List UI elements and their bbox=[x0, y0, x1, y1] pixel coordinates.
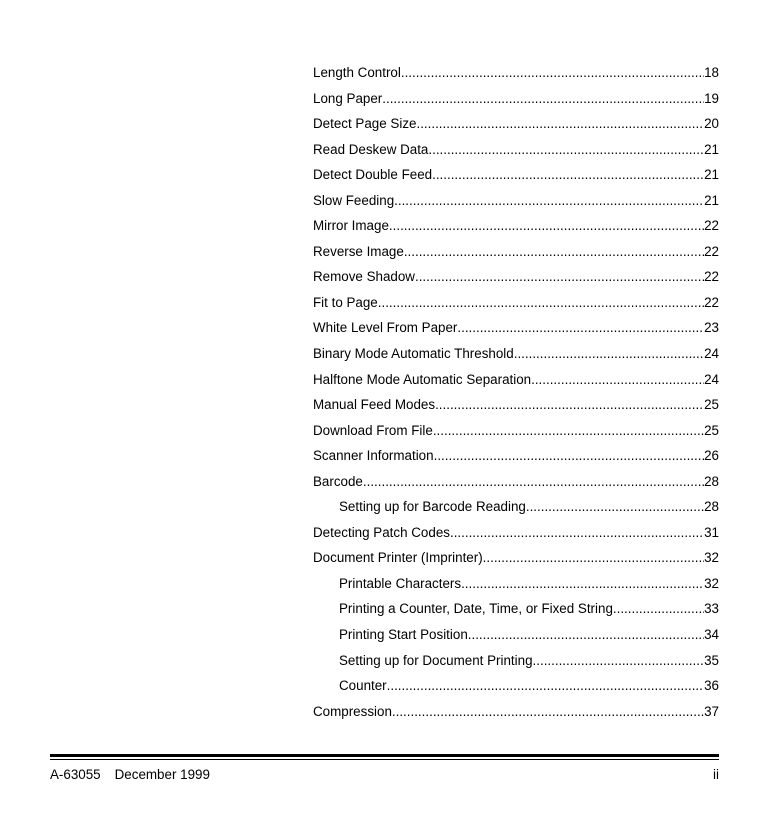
toc-page-number: 28 bbox=[704, 473, 719, 489]
toc-dot-leader bbox=[457, 319, 704, 336]
toc-entry-title: Length Control bbox=[313, 65, 401, 80]
toc-entry-title: Printing a Counter, Date, Time, or Fixed String bbox=[339, 601, 613, 617]
toc-page-number: 22 bbox=[704, 269, 719, 285]
toc-page-number: 24 bbox=[704, 371, 719, 387]
toc-entry[interactable] bbox=[313, 703, 719, 729]
toc-entry[interactable] bbox=[313, 166, 719, 192]
toc-page-number: 21 bbox=[704, 192, 719, 208]
toc-entry[interactable] bbox=[313, 268, 719, 294]
toc-subentry[interactable] bbox=[313, 677, 719, 703]
toc-dot-leader bbox=[461, 575, 704, 592]
toc-dot-leader bbox=[533, 652, 705, 669]
toc-page-number: 25 bbox=[704, 397, 719, 413]
toc-dot-leader bbox=[514, 345, 704, 362]
toc-dot-leader bbox=[389, 217, 704, 234]
toc-entry-title: Setting up for Document Printing bbox=[339, 652, 533, 668]
toc-page-number: 19 bbox=[704, 90, 719, 106]
toc-entry-title: Manual Feed Modes bbox=[313, 397, 436, 413]
toc-entry[interactable] bbox=[313, 396, 719, 422]
toc-dot-leader bbox=[392, 703, 704, 720]
toc-entry-title: Printing Start Position bbox=[339, 627, 468, 643]
toc-entry[interactable] bbox=[313, 447, 719, 473]
toc-entry-title: Download From File bbox=[313, 422, 433, 438]
toc-entry-title: Detect Double Feed bbox=[313, 167, 433, 183]
toc-entry-title: Document Printer (Imprinter) bbox=[313, 550, 483, 566]
toc-entry[interactable] bbox=[313, 192, 719, 218]
toc-entry-title: Compression bbox=[313, 703, 392, 719]
toc-dot-leader bbox=[433, 422, 704, 439]
toc-page-number: 22 bbox=[704, 218, 719, 234]
toc-dot-leader bbox=[363, 473, 704, 490]
toc-page-number: 25 bbox=[704, 422, 719, 438]
toc-page-number: 23 bbox=[704, 320, 719, 336]
toc-entry[interactable] bbox=[313, 64, 719, 90]
toc-page-number: 21 bbox=[704, 167, 719, 183]
document-number: A-63055 bbox=[50, 767, 101, 782]
toc-entry-title: Fit to Page bbox=[313, 294, 378, 310]
toc-subentry[interactable] bbox=[313, 575, 719, 601]
toc-dot-leader bbox=[416, 115, 704, 132]
toc-page-number: 35 bbox=[704, 652, 719, 668]
toc-dot-leader bbox=[428, 141, 704, 158]
toc-entry[interactable] bbox=[313, 294, 719, 320]
toc-entry[interactable] bbox=[313, 217, 719, 243]
toc-page-number: 20 bbox=[704, 116, 719, 132]
footer-rule-thick bbox=[50, 754, 719, 757]
toc-page-number: 33 bbox=[704, 601, 719, 617]
toc-entry[interactable] bbox=[313, 549, 719, 575]
toc-dot-leader bbox=[387, 677, 704, 694]
table-of-contents bbox=[313, 64, 719, 728]
toc-dot-leader bbox=[404, 243, 704, 260]
toc-page-number: 22 bbox=[704, 294, 719, 310]
toc-page-number: 34 bbox=[704, 627, 719, 643]
footer-document-info bbox=[50, 766, 210, 783]
toc-page-number: 37 bbox=[704, 703, 719, 719]
toc-dot-leader bbox=[526, 498, 704, 515]
toc-entry-title: Long Paper bbox=[313, 90, 383, 106]
toc-entry-title: Halftone Mode Automatic Separation bbox=[313, 371, 532, 387]
toc-entry-title: Reverse Image bbox=[313, 243, 404, 259]
toc-page-number: 36 bbox=[704, 678, 719, 694]
toc-entry-title: Detect Page Size bbox=[313, 116, 417, 132]
toc-page-number: 21 bbox=[704, 141, 719, 157]
toc-entry-title: Printable Characters bbox=[339, 575, 462, 591]
toc-entry[interactable] bbox=[313, 422, 719, 448]
toc-entry[interactable] bbox=[313, 345, 719, 371]
toc-entry[interactable] bbox=[313, 524, 719, 550]
toc-entry-title: Mirror Image bbox=[313, 218, 389, 234]
toc-dot-leader bbox=[613, 600, 704, 617]
toc-subentry[interactable] bbox=[313, 600, 719, 626]
toc-entry-title: Scanner Information bbox=[313, 448, 434, 464]
toc-dot-leader bbox=[394, 192, 704, 209]
footer-rule-thin bbox=[50, 759, 719, 760]
toc-dot-leader bbox=[483, 549, 704, 566]
toc-entry-title: Remove Shadow bbox=[313, 269, 415, 285]
toc-entry[interactable] bbox=[313, 319, 719, 345]
toc-entry[interactable] bbox=[313, 371, 719, 397]
toc-entry-title: Counter bbox=[339, 678, 387, 694]
toc-entry[interactable] bbox=[313, 141, 719, 167]
toc-dot-leader bbox=[468, 626, 704, 643]
toc-dot-leader bbox=[415, 268, 704, 285]
toc-subentry[interactable] bbox=[313, 498, 719, 524]
document-date: December 1999 bbox=[114, 767, 210, 782]
footer-page-number: ii bbox=[713, 767, 719, 782]
toc-entry-title: Barcode bbox=[313, 473, 363, 489]
toc-entry-title: White Level From Paper bbox=[313, 320, 458, 336]
toc-page-number: 22 bbox=[704, 243, 719, 259]
toc-entry-title: Slow Feeding bbox=[313, 192, 395, 208]
toc-dot-leader bbox=[382, 90, 704, 107]
toc-entry[interactable] bbox=[313, 90, 719, 116]
toc-entry-title: Read Deskew Data bbox=[313, 141, 429, 157]
toc-entry-title: Binary Mode Automatic Threshold bbox=[313, 346, 514, 362]
toc-dot-leader bbox=[434, 447, 705, 464]
toc-page-number: 18 bbox=[704, 65, 719, 80]
toc-dot-leader bbox=[435, 396, 704, 413]
toc-page-number: 31 bbox=[704, 524, 719, 540]
toc-dot-leader bbox=[401, 64, 704, 81]
toc-entry[interactable] bbox=[313, 115, 719, 141]
toc-entry[interactable] bbox=[313, 473, 719, 499]
toc-subentry[interactable] bbox=[313, 626, 719, 652]
toc-dot-leader bbox=[432, 166, 704, 183]
toc-dot-leader bbox=[450, 524, 704, 541]
toc-page-number: 26 bbox=[704, 448, 719, 464]
toc-dot-leader bbox=[531, 371, 704, 388]
toc-entry-title: Setting up for Barcode Reading bbox=[339, 499, 526, 515]
toc-entry[interactable] bbox=[313, 243, 719, 269]
toc-page-number: 28 bbox=[704, 499, 719, 515]
toc-subentry[interactable] bbox=[313, 652, 719, 678]
toc-entry-title: Detecting Patch Codes bbox=[313, 524, 450, 540]
toc-dot-leader bbox=[378, 294, 704, 311]
toc-page-number: 24 bbox=[704, 346, 719, 362]
toc-page-number: 32 bbox=[704, 575, 719, 591]
toc-page-number: 32 bbox=[704, 550, 719, 566]
